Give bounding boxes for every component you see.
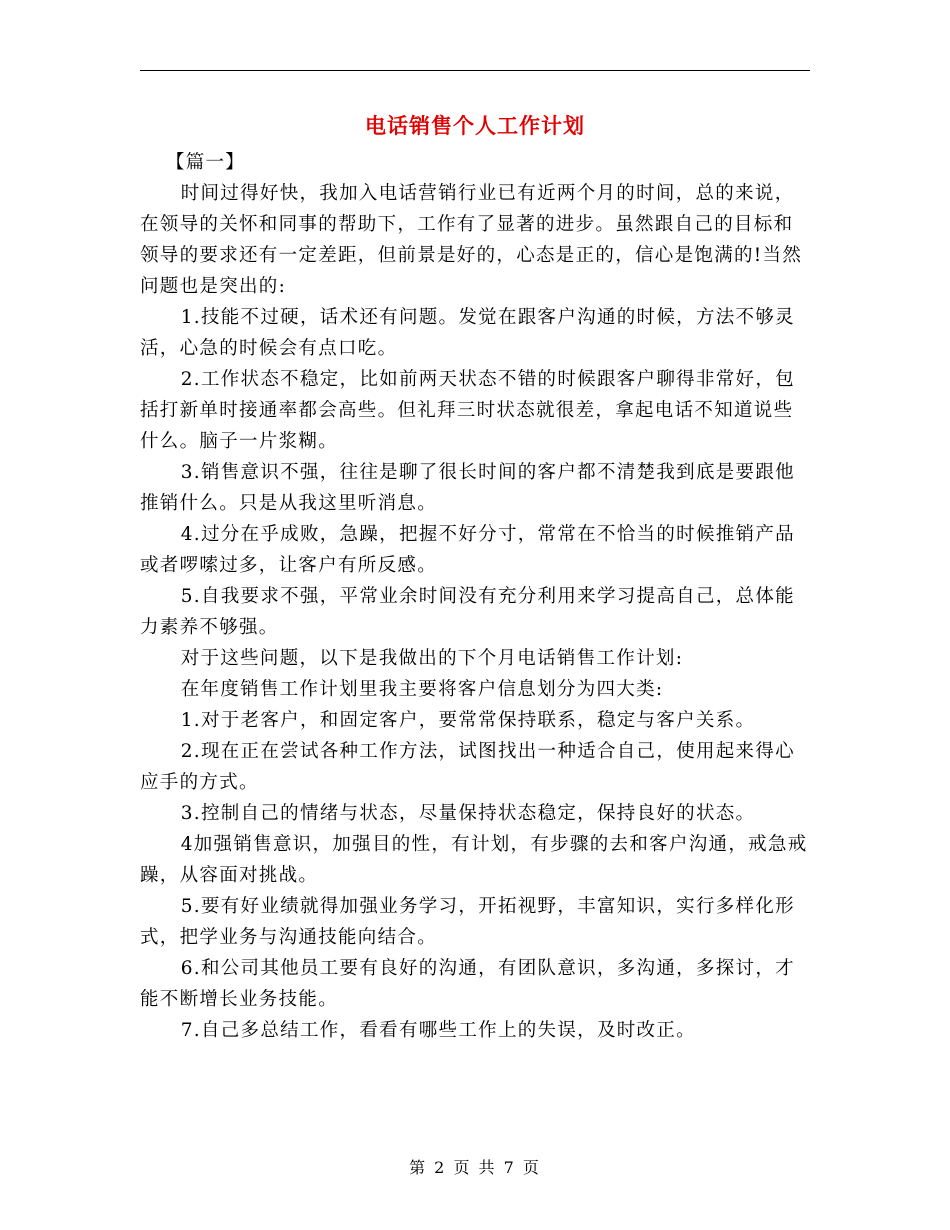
paragraph: 4加强销售意识，加强目的性，有计划，有步骤的去和客户沟通，戒急戒躁，从容面对挑战。 [140, 834, 808, 886]
section-heading: 【篇一】 [165, 152, 246, 173]
paragraph: 1.对于老客户，和固定客户，要常常保持联系，稳定与客户关系。 [180, 710, 756, 731]
paragraph: 5.自我要求不强，平常业余时间没有充分利用来学习提高自己，总体能力素养不够强。 [140, 586, 795, 638]
paragraph: 5.要有好业绩就得加强业务学习，开拓视野，丰富知识，实行多样化形式，把学业务与沟通技能向结合。 [140, 896, 795, 948]
paragraph: 时间过得好快，我加入电话营销行业已有近两个月的时间，总的来说，在领导的关怀和同事的帮助下，工作有了显著的进步。虽然跟自己的目标和领导的要求还有一定差距，但前景是好的，心态是正的，信心是饱满的!当然问题也是突出的: [140, 183, 803, 297]
header-rule [140, 70, 810, 71]
paragraph: 对于这些问题，以下是我做出的下个月电话销售工作计划: [180, 648, 684, 669]
paragraph: 在年度销售工作计划里我主要将客户信息划分为四大类: [180, 679, 664, 700]
page-number: 第 2 页 共 7 页 [409, 1158, 541, 1177]
paragraph: 7.自己多总结工作，看看有哪些工作上的失误，及时改正。 [180, 1020, 696, 1041]
paragraph: 4.过分在乎成败，急躁，把握不好分寸，常常在不恰当的时候推销产品或者啰嗦过多，让客户有所反感。 [140, 524, 795, 576]
paragraph: 6.和公司其他员工要有良好的沟通，有团队意识，多沟通，多探讨，才能不断增长业务技能。 [140, 958, 795, 1010]
paragraph: 2.工作状态不稳定，比如前两天状态不错的时候跟客户聊得非常好，包括打新单时接通率都会高些。但礼拜三时状态就很差，拿起电话不知道说些什么。脑子一片浆糊。 [140, 369, 795, 452]
document-body [140, 147, 810, 1046]
paragraph: 3.控制自己的情绪与状态，尽量保持状态稳定，保持良好的状态。 [180, 803, 756, 824]
paragraph: 3.销售意识不强，往往是聊了很长时间的客户都不清楚我到底是要跟他推销什么。只是从我这里听消息。 [140, 462, 795, 514]
paragraph: 1.技能不过硬，话术还有问题。发觉在跟客户沟通的时候，方法不够灵活，心急的时候会有点口吃。 [140, 307, 795, 359]
document-title: 电话销售个人工作计划 [365, 113, 585, 138]
paragraph: 2.现在正在尝试各种工作方法，试图找出一种适合自己，使用起来得心应手的方式。 [140, 741, 795, 793]
